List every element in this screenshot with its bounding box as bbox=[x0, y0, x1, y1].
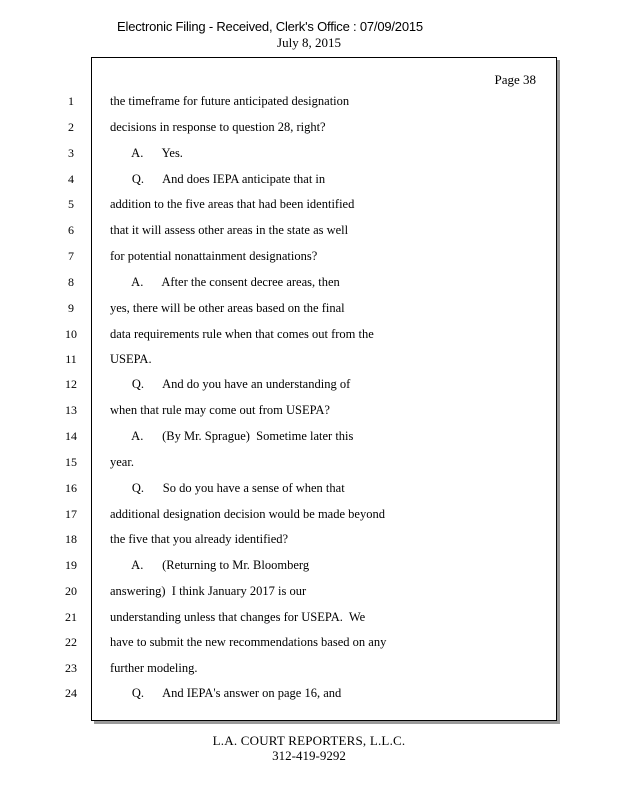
line-text: A. (Returning to Mr. Bloomberg bbox=[110, 558, 310, 572]
line-text: A. After the consent decree areas, then bbox=[110, 275, 340, 289]
line-text: A. (By Mr. Sprague) Sometime later this bbox=[110, 429, 354, 443]
line-number: 1 bbox=[68, 94, 74, 108]
line-number: 21 bbox=[65, 610, 77, 624]
line-text: have to submit the new recommendations based on any bbox=[110, 635, 387, 649]
line-number: 6 bbox=[68, 223, 74, 237]
line-text: Q. And do you have an understanding of bbox=[110, 377, 351, 391]
line-number: 9 bbox=[68, 301, 74, 315]
line-number: 16 bbox=[65, 481, 77, 495]
line-text: addition to the five areas that had been identified bbox=[110, 197, 355, 211]
line-text: understanding unless that changes for USEPA. We bbox=[110, 610, 366, 624]
line-text: Q. So do you have a sense of when that bbox=[110, 481, 345, 495]
line-number: 11 bbox=[65, 352, 77, 366]
line-text: A. Yes. bbox=[110, 146, 183, 160]
line-number: 18 bbox=[65, 532, 77, 546]
line-number: 24 bbox=[65, 686, 77, 700]
line-number: 5 bbox=[68, 197, 74, 211]
line-text: when that rule may come out from USEPA? bbox=[110, 403, 330, 417]
line-number: 2 bbox=[68, 120, 74, 134]
line-text: decisions in response to question 28, right? bbox=[110, 120, 326, 134]
line-number: 19 bbox=[65, 558, 77, 572]
page-number: Page 38 bbox=[494, 72, 536, 87]
line-number: 7 bbox=[68, 249, 74, 263]
line-text: further modeling. bbox=[110, 661, 198, 675]
line-number: 20 bbox=[65, 584, 77, 598]
line-text: USEPA. bbox=[110, 352, 152, 366]
filing-stamp: Electronic Filing - Received, Clerk's Office : 07/09/2015 bbox=[117, 19, 423, 34]
line-text: yes, there will be other areas based on the final bbox=[110, 301, 345, 315]
line-number: 4 bbox=[68, 172, 74, 186]
line-number: 10 bbox=[65, 327, 77, 341]
line-text: for potential nonattainment designations? bbox=[110, 249, 318, 263]
line-number: 23 bbox=[65, 661, 77, 675]
line-number: 12 bbox=[65, 377, 77, 391]
line-text: Q. And IEPA's answer on page 16, and bbox=[110, 686, 342, 700]
line-number: 13 bbox=[65, 403, 77, 417]
line-number: 15 bbox=[65, 455, 77, 469]
line-text: Q. And does IEPA anticipate that in bbox=[110, 172, 326, 186]
line-number: 3 bbox=[68, 146, 74, 160]
court-reporter-name: L.A. COURT REPORTERS, L.L.C. bbox=[212, 733, 406, 748]
line-text: additional designation decision would be made beyond bbox=[110, 507, 385, 521]
line-number: 17 bbox=[65, 507, 77, 521]
line-number: 14 bbox=[65, 429, 77, 443]
line-text: that it will assess other areas in the state as well bbox=[110, 223, 349, 237]
line-text: data requirements rule when that comes out from the bbox=[110, 327, 374, 341]
line-number: 22 bbox=[65, 635, 77, 649]
filing-date: July 8, 2015 bbox=[277, 35, 341, 50]
line-number: 8 bbox=[68, 275, 74, 289]
line-text: year. bbox=[110, 455, 134, 469]
line-text: the five that you already identified? bbox=[110, 532, 289, 546]
court-reporter-phone: 312-419-9292 bbox=[272, 748, 346, 763]
line-text: the timeframe for future anticipated designation bbox=[110, 94, 350, 108]
line-text: answering) I think January 2017 is our bbox=[110, 584, 307, 598]
